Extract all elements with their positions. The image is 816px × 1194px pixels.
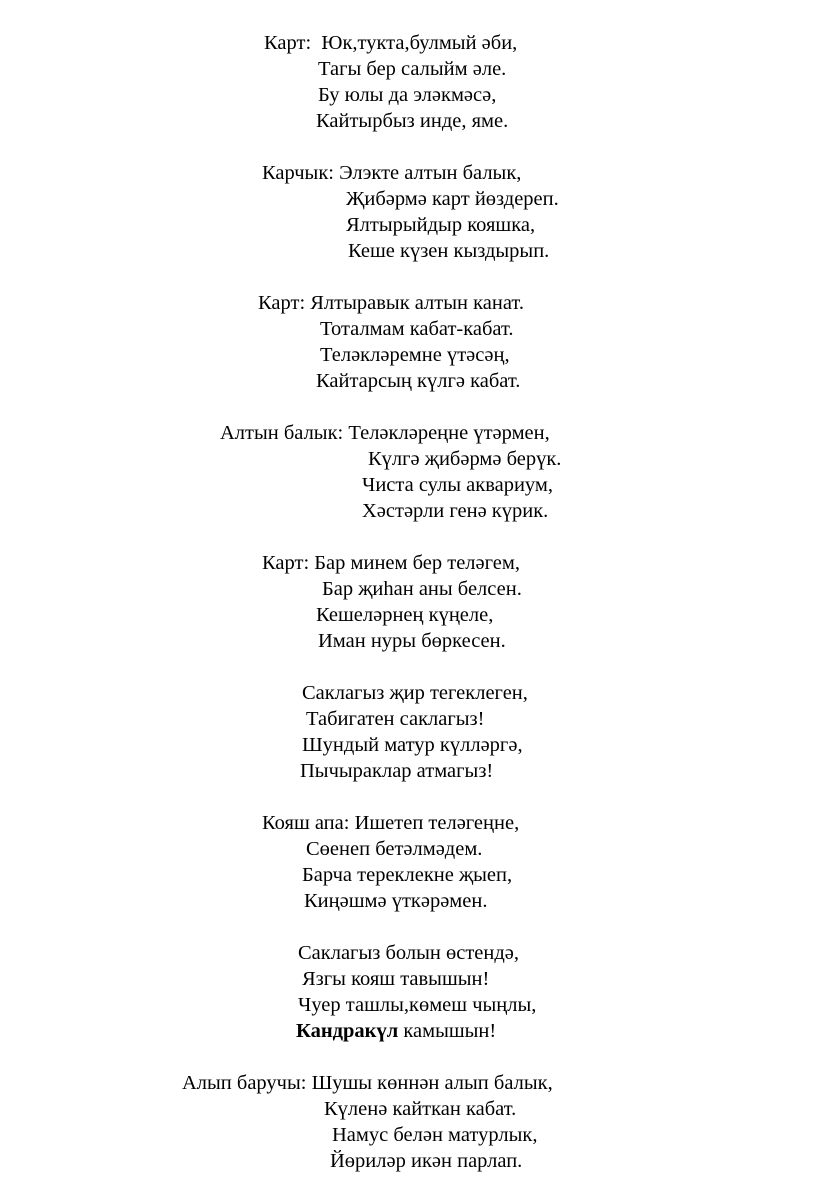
poem-line: Карчык: Элэкте алтын балык, <box>262 162 522 184</box>
poem-line: Кайтырбыз инде, яме. <box>316 110 509 132</box>
poem-line: Хәстәрли генә күрик. <box>362 500 549 522</box>
poem-line: Теләкләремне үтәсәң, <box>320 344 510 366</box>
poem-line: Алып баручы: Шушы көннән алып балык, <box>182 1072 553 1094</box>
bold-word: Кандракүл <box>296 1020 399 1042</box>
poem-line: Пычыраклар атмагыз! <box>300 760 494 782</box>
poem-line: Карт: Юк,тукта,булмый әби, <box>264 32 518 54</box>
poem-line: Алтын балык: Теләкләреңне үтәрмен, <box>220 422 550 444</box>
poem-line: Саклагыз җир тегеклеген, <box>302 682 528 704</box>
poem-line: Язгы кояш тавышын! <box>302 968 490 990</box>
poem-line: Чиста сулы аквариум, <box>362 474 553 496</box>
poem-line: Карт: Бар минем бер теләгем, <box>262 552 520 574</box>
poem-line: Карт: Ялтыравык алтын канат. <box>258 292 524 314</box>
poem-line: Саклагыз болын өстендә, <box>298 942 520 964</box>
poem-line: Кояш апа: Ишетеп теләгеңне, <box>262 812 520 834</box>
poem-line: Кайтарсың күлгә кабат. <box>316 370 521 392</box>
poem-line: Күлгә җибәрмә берүк. <box>368 448 562 470</box>
poem-line: Намус белән матурлык, <box>332 1124 538 1146</box>
poem-line: Кешеләрнең күңеле, <box>316 604 494 626</box>
poem-line-rest: камышын! <box>398 1020 497 1042</box>
poem-line: Җибәрмә карт йөздереп. <box>346 188 559 210</box>
poem-line: Табигатен саклагыз! <box>306 708 485 730</box>
poem-line: Ялтырыйдыр кояшка, <box>346 214 536 236</box>
poem-line: Шундый матур күлләргә, <box>302 734 523 756</box>
poem-line: Киңәшмә үткәрәмен. <box>304 890 488 912</box>
poem-line: Барча тереклекне җыеп, <box>302 864 513 886</box>
poem-line: Сөенеп бетәлмәдем. <box>306 838 483 860</box>
poem-line: Йөриләр икән парлап. <box>330 1150 523 1172</box>
poem-line <box>296 1018 496 1044</box>
poem-line: Бар җиһан аны белсен. <box>322 578 522 600</box>
poem-line: Тагы бер салыйм әле. <box>318 58 507 80</box>
poem-line: Иман нуры бөркесен. <box>318 630 506 652</box>
poem-line: Чуер ташлы,көмеш чыңлы, <box>298 994 537 1016</box>
poem-line: Тоталмам кабат-кабат. <box>320 318 514 340</box>
poem-line: Күленә кайткан кабат. <box>324 1098 517 1120</box>
poem-line: Кеше күзен кыздырып. <box>348 240 550 262</box>
poem-line: Бу юлы да эләкмәсә, <box>318 84 497 106</box>
